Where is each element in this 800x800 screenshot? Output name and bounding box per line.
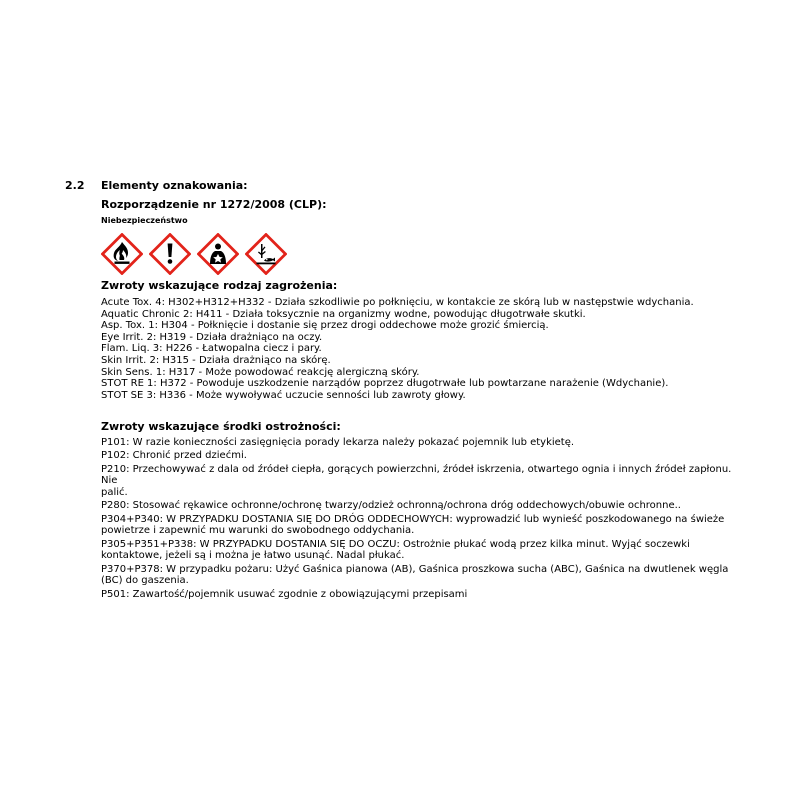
hazard-statement: Aquatic Chronic 2: H411 - Działa toksycznie na organizmy wodne, powodując długotrwałe skutki. — [101, 308, 586, 320]
hazard-statements-title: Zwroty wskazujące rodzaj zagrożenia: — [101, 279, 338, 292]
precautionary-statement — [101, 514, 741, 537]
hazard-statement: Asp. Tox. 1: H304 - Połknięcie i dostanie się przez drogi oddechowe może grozić śmiercią. — [101, 320, 549, 332]
statement-line: P210: Przechowywać z dala od źródeł ciepła, gorących powierzchni, źródeł iskrzenia, otwartego ognia i innych źródeł zapłonu. Nie — [101, 463, 735, 487]
hazard-statement: Skin Irrit. 2: H315 - Działa drażniąco na skórę. — [101, 354, 331, 366]
statement-line: P102: Chronić przed dziećmi. — [101, 450, 247, 462]
hazard-statements-list — [101, 297, 741, 401]
signal-word: Niebezpieczeństwo — [101, 216, 188, 225]
precautionary-statement — [101, 464, 741, 499]
hazard-statement: Flam. Liq. 3: H226 - Łatwopalna ciecz i pary. — [101, 343, 322, 355]
precautionary-statement — [101, 500, 741, 512]
precautionary-statement — [101, 437, 741, 449]
precautionary-statement — [101, 589, 741, 601]
hazard-statement: Eye Irrit. 2: H319 - Działa drażniąco na oczy. — [101, 331, 323, 343]
precautionary-statements-list — [101, 437, 741, 602]
statement-line: P304+P340: W PRZYPADKU DOSTANIA SIĘ DO DRÓG ODDECHOWYCH: wyprowadzić lub wynieść poszkodowanego na świeże — [101, 513, 725, 525]
statement-line: P501: Zawartość/pojemnik usuwać zgodnie z obowiązującymi przepisami — [101, 588, 468, 600]
statement-line: P305+P351+P338: W PRZYPADKU DOSTANIA SIĘ DO OCZU: Ostrożnie płukać wodą przez kilka minut. Wyjąć soczewki — [101, 538, 690, 550]
statement-line: powietrze i zapewnić mu warunki do swobodnego oddychania. — [101, 525, 415, 537]
precautionary-statement — [101, 539, 741, 562]
precautionary-statement — [101, 564, 741, 587]
hazard-statement: STOT SE 3: H336 - Może wywoływać uczucie senności lub zawroty głowy. — [101, 389, 466, 401]
section-number: 2.2 — [65, 179, 85, 192]
statement-line: kontaktowe, jeżeli są i można je łatwo usunąć. Nadal płukać. — [101, 550, 405, 562]
statement-line: palić. — [101, 486, 128, 498]
health-hazard-icon — [197, 233, 239, 275]
ghs-pictograms — [101, 233, 287, 277]
statement-line: P280: Stosować rękawice ochronne/ochronę twarzy/odzież ochronną/ochrona dróg oddechowych/obuwie ochronne.. — [101, 500, 681, 512]
hazard-statement: Skin Sens. 1: H317 - Może powodować reakcję alergiczną skóry. — [101, 366, 420, 378]
hazard-statement: Acute Tox. 4: H302+H312+H332 - Działa szkodliwie po połknięciu, w kontakcie ze skórą lub w następstwie wdychania. — [101, 297, 694, 308]
section-title: Elementy oznakowania: — [101, 179, 248, 192]
environment-icon — [245, 233, 287, 275]
hazard-statement: STOT RE 1: H372 - Powoduje uszkodzenie narządów poprzez długotrwałe lub powtarzane narażenie (Wdychanie). — [101, 378, 669, 390]
statement-line: (BC) do gaszenia. — [101, 575, 189, 587]
statement-line: P101: W razie konieczności zasięgnięcia porady lekarza należy pokazać pojemnik lub etykietę. — [101, 437, 575, 448]
regulation-title: Rozporządzenie nr 1272/2008 (CLP): — [101, 198, 327, 211]
precautionary-statement — [101, 450, 741, 462]
exclamation-mark-icon — [149, 233, 191, 275]
precautionary-statements-title: Zwroty wskazujące środki ostrożności: — [101, 420, 341, 433]
statement-line: P370+P378: W przypadku pożaru: Użyć Gaśnica pianowa (AB), Gaśnica proszkowa sucha (ABC), Gaśnica na dwutlenek węgla — [101, 563, 729, 575]
flame-icon — [101, 233, 143, 275]
